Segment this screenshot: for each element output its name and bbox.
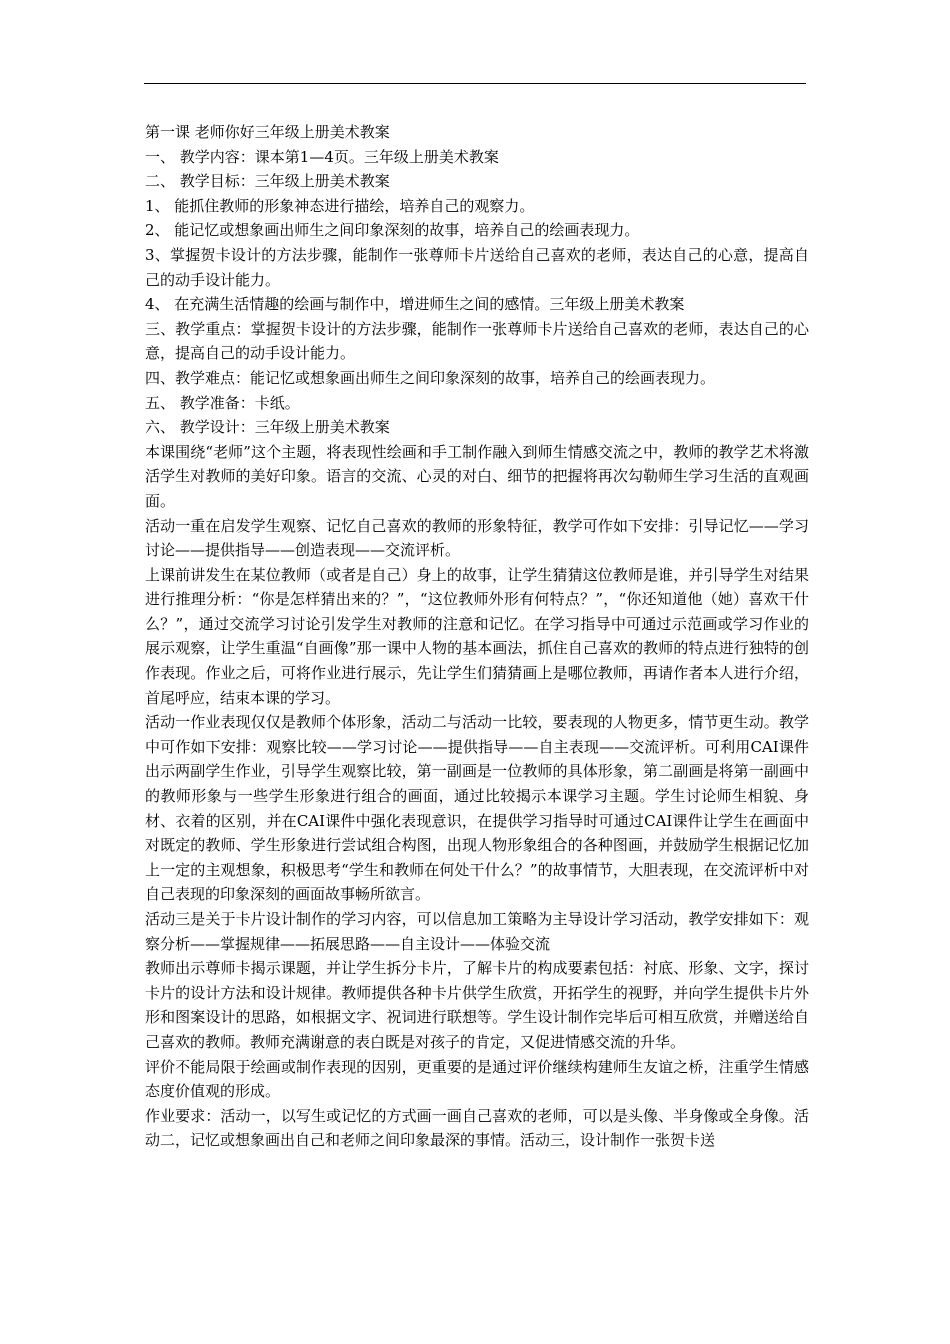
- header-rule: [144, 83, 806, 84]
- paragraph: 评价不能局限于绘画或制作表现的因别，更重要的是通过评价继续构建师生友谊之桥，注重学生情感态度价值观的形成。: [145, 1057, 809, 1101]
- document-title: 第一课 老师你好三年级上册美术教案: [145, 123, 390, 141]
- paragraph: 三、教学重点：掌握贺卡设计的方法步骤，能制作一张尊师卡片送给自己喜欢的老师，表达自己的心意，提高自己的动手设计能力。: [145, 319, 809, 363]
- document-body: [145, 120, 809, 1153]
- paragraph: 活动三是关于卡片设计制作的学习内容，可以信息加工策略为主导设计学习活动，教学安排如下：观察分析——掌握规律——拓展思路——自主设计——体验交流: [145, 910, 809, 953]
- paragraph: 六、 教学设计：三年级上册美术教案: [145, 418, 390, 437]
- paragraph: 教师出示尊师卡揭示课题，并让学生拆分卡片，了解卡片的构成要素包括：衬底、形象、文字，探讨卡片的设计方法和设计规律。教师提供各种卡片供学生欣赏，开拓学生的视野，并向学生提供卡片外形和图案设计的思路，如根据文字、祝词进行联想等。学生设计制作完毕后可相互欣赏，并赠送给自己喜欢的教师。教师充满谢意的表白既是对孩子的肯定，又促进情感交流的升华。: [145, 959, 809, 1051]
- paragraph: 活动一重在启发学生观察、记忆自己喜欢的教师的形象特征，教学可作如下安排：引导记忆——学习讨论——提供指导——创造表现——交流评析。: [145, 516, 809, 560]
- paragraph: 活动一作业表现仅仅是教师个体形象，活动二与活动一比较，要表现的人物更多，情节更生动。教学中可作如下安排：观察比较——学习讨论——提供指导——自主表现——交流评析。可利用CAI课件出示两副学生作业，引导学生观察比较，第一副画是一位教师的具体形象，第二副画是将第一副画中的教师形象与一些学生形象进行组合的画面，通过比较揭示本课学习主题。学生讨论师生相貌、身材、衣着的区别，并在CAI课件中强化表现意识，在提供学习指导时可通过CAI课件让学生在画面中对既定的教师、学生形象进行尝试组合构图，出现人物形象组合的各种图画，并鼓励学生根据记忆加上一定的主观想象，积极思考“学生和教师在何处干什么？”的故事情节，大胆表现，在交流评析中对自己表现的印象深刻的画面故事畅所欲言。: [145, 713, 809, 904]
- paragraph: 1、 能抓住教师的形象神态进行描绘，培养自己的观察力。: [145, 196, 535, 215]
- paragraph: 4、 在充满生活情趣的绘画与制作中，增进师生之间的感情。三年级上册美术教案: [145, 295, 685, 314]
- paragraph: 五、 教学准备：卡纸。: [145, 393, 300, 412]
- paragraph: 四、教学难点：能记忆或想象画出师生之间印象深刻的故事，培养自己的绘画表现力。: [145, 368, 716, 387]
- paragraph: 一、 教学内容：课本第1—4页。三年级上册美术教案: [145, 147, 499, 166]
- paragraph: 3、掌握贺卡设计的方法步骤，能制作一张尊师卡片送给自己喜欢的老师，表达自己的心意，提高自己的动手设计能力。: [145, 245, 809, 289]
- paragraph: 2、 能记忆或想象画出师生之间印象深刻的故事，培养自己的绘画表现力。: [145, 221, 640, 240]
- paragraph: 二、 教学目标：三年级上册美术教案: [145, 172, 390, 191]
- paragraph: 上课前讲发生在某位教师（或者是自己）身上的故事，让学生猜猜这位教师是谁，并引导学生对结果进行推理分析：“你是怎样猜出来的？”，“这位教师外形有何特点？”，“你还知道他（她）喜欢干什么？”，通过交流学习讨论引发学生对教师的注意和记忆。在学习指导中可通过示范画或学习作业的展示观察，让学生重温“自画像”那一课中人物的基本画法，抓住自己喜欢的教师的特点进行独特的创作表现。作业之后，可将作业进行展示，先让学生们猜猜画上是哪位教师，再请作者本人进行介绍，首尾呼应，结束本课的学习。: [145, 565, 809, 707]
- paragraph: 本课围绕“老师”这个主题，将表现性绘画和手工制作融入到师生情感交流之中，教师的教学艺术将激活学生对教师的美好印象。语言的交流、心灵的对白、细节的把握将再次勾勒师生学习生活的直观画面。: [145, 442, 809, 510]
- paragraph: 作业要求：活动一，以写生或记忆的方式画一画自己喜欢的老师，可以是头像、半身像或全身像。活动二，记忆或想象画出自己和老师之间印象最深的事情。活动三，设计制作一张贺卡送: [145, 1106, 809, 1150]
